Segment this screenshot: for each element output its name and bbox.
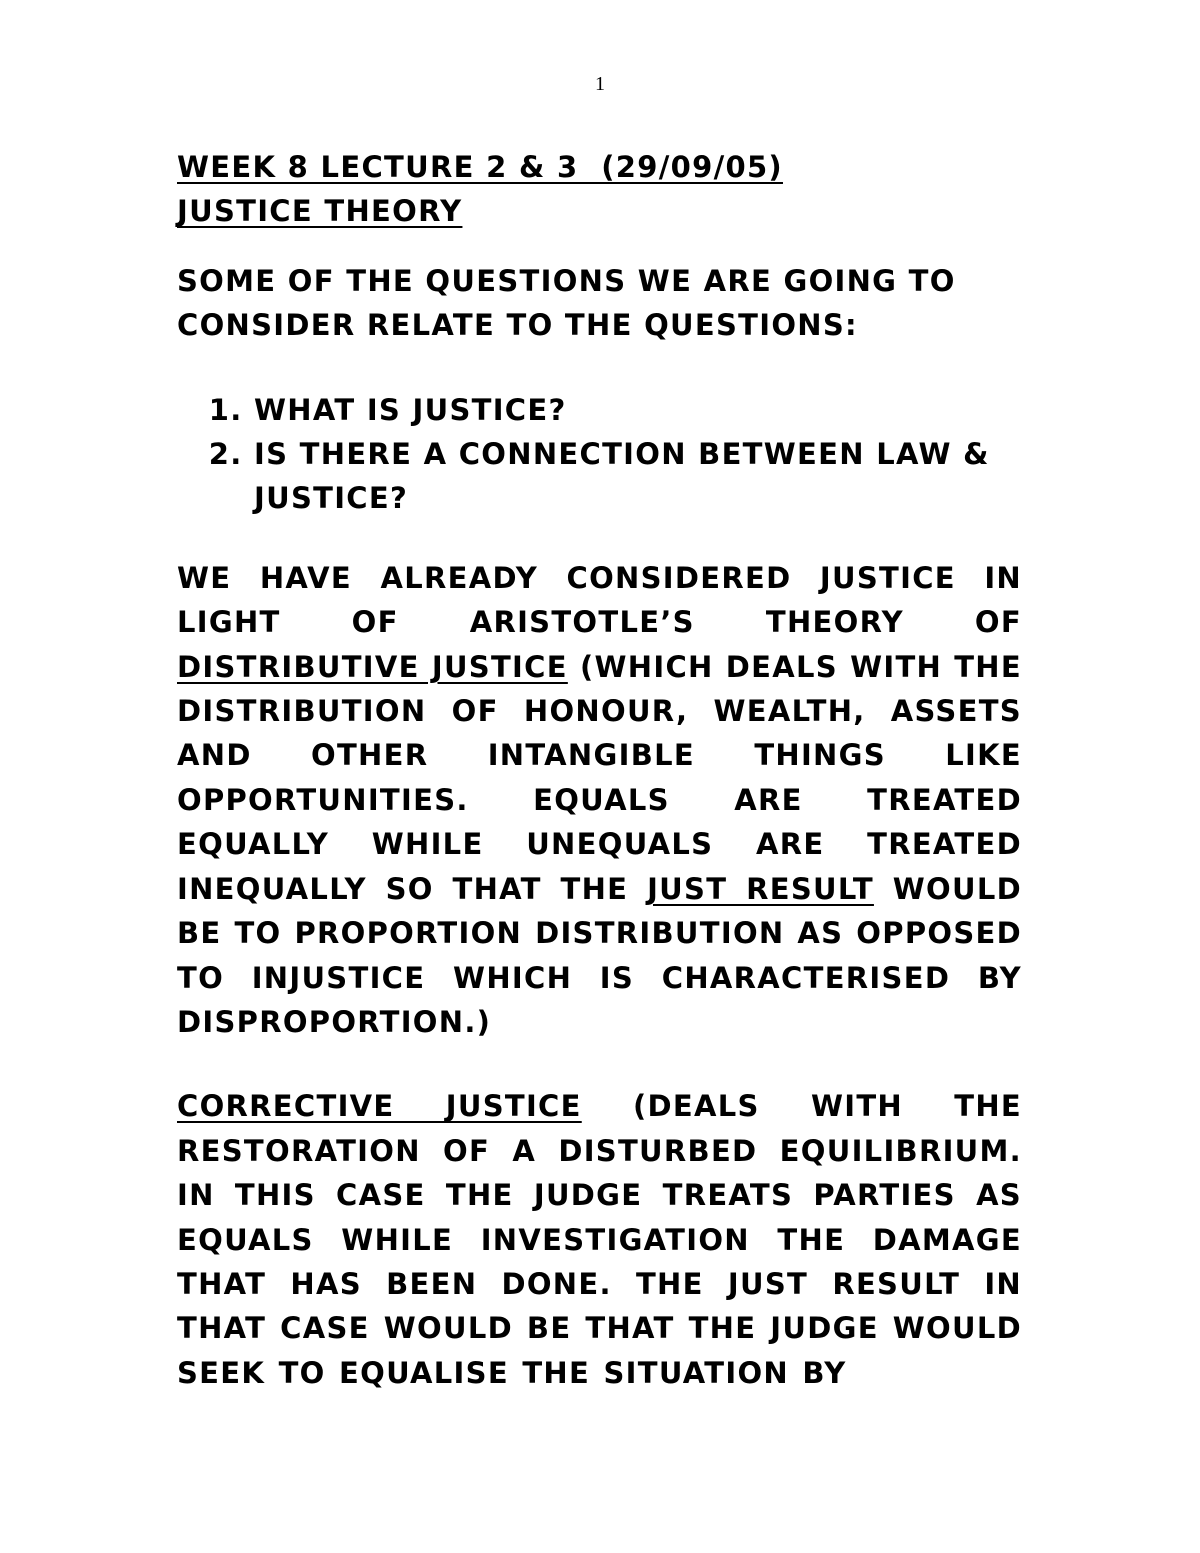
corrective-justice-term: CORRECTIVE JUSTICE — [177, 1089, 582, 1124]
distributive-justice-paragraph — [177, 556, 1022, 1044]
document-body — [177, 145, 1022, 1395]
intro-paragraph: SOME OF THE QUESTIONS WE ARE GOING TO CONSIDER RELATE TO THE QUESTIONS: — [177, 263, 956, 343]
distributive-justice-term: DISTRIBUTIVE JUSTICE — [177, 649, 568, 684]
paragraph-text: WE HAVE ALREADY CONSIDERED JUSTICE IN LIGHT OF ARISTOTLE’S THEORY OF — [177, 560, 1022, 640]
question-item: 2. IS THERE A CONNECTION BETWEEN LAW & JUSTICE? — [254, 432, 1022, 521]
heading — [177, 145, 1022, 234]
corrective-justice-paragraph — [177, 1084, 1022, 1395]
paragraph-text: WOULD BE TO PROPORTION DISTRIBUTION AS OPPOSED TO INJUSTICE WHICH IS CHARACTERISED BY DISPROPORTION.) — [177, 871, 1022, 1039]
just-result-term: JUST RESULT — [647, 871, 874, 906]
topic-title: JUSTICE THEORY — [177, 194, 463, 229]
paragraph-text: (DEALS WITH THE RESTORATION OF A DISTURBED EQUILIBRIUM. IN THIS CASE THE JUDGE TREATS PARTIES AS EQUALS WHILE INVESTIGATION THE DAMAGE THAT HAS BEEN DONE. THE JUST RESULT IN THAT CASE WOULD BE THAT THE JUDGE WOULD SEEK TO EQUALISE THE SITUATION BY — [177, 1089, 1022, 1390]
lecture-title: WEEK 8 LECTURE 2 & 3 (29/09/05) — [177, 150, 783, 184]
question-list — [177, 388, 1022, 521]
question-item: 1. WHAT IS JUSTICE? — [254, 388, 1022, 432]
paragraph-text: (WHICH DEALS WITH THE DISTRIBUTION OF HONOUR, WEALTH, ASSETS AND OTHER INTANGIBLE THINGS LIKE OPPORTUNITIES. EQUALS ARE TREATED EQUALLY WHILE UNEQUALS ARE TREATED INEQUALLY SO THAT THE — [177, 649, 1022, 906]
page-number: 1 — [595, 73, 605, 95]
